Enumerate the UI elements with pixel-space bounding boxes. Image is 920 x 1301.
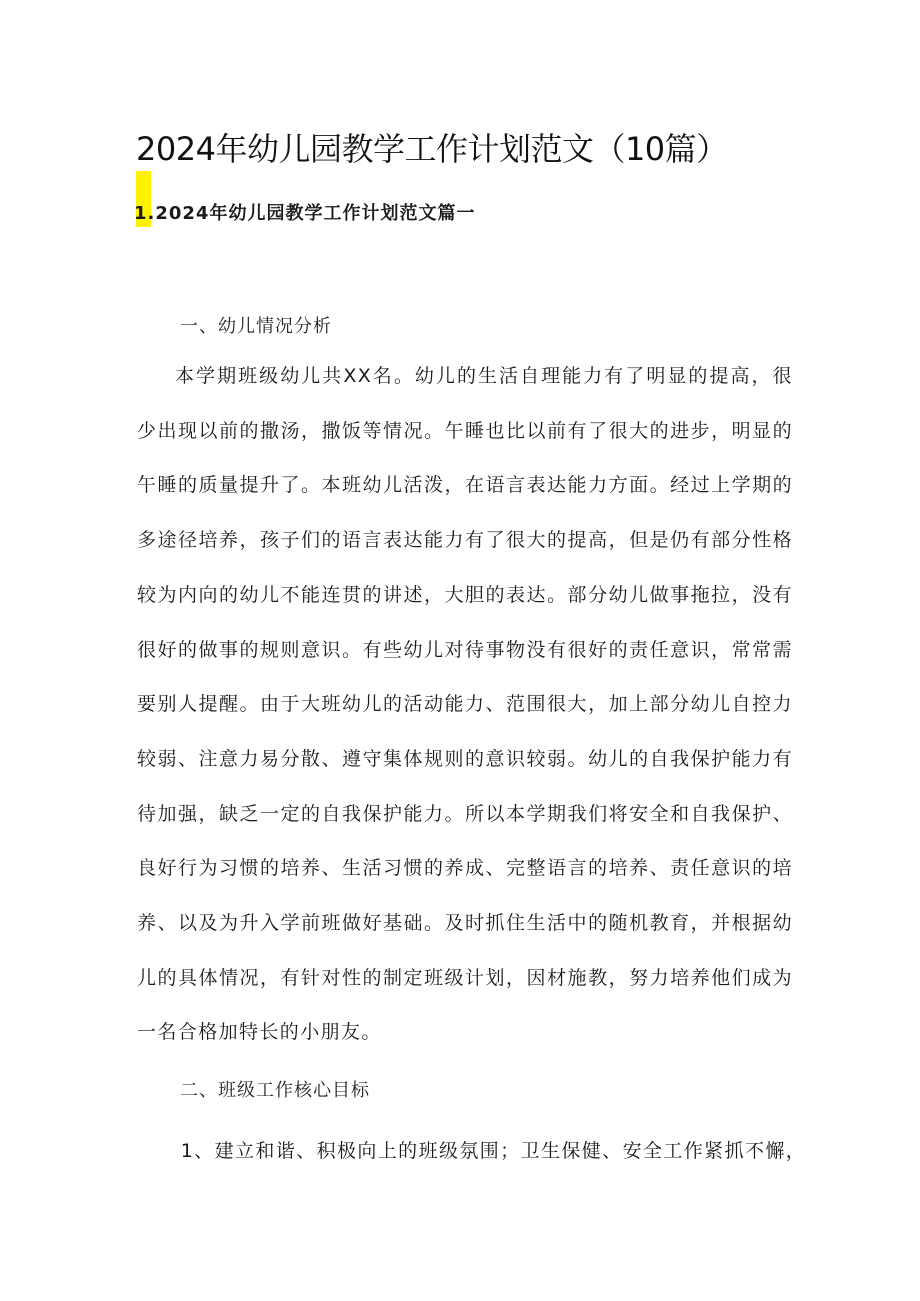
- section-heading: 1.2024年幼儿园教学工作计划范文篇一: [134, 203, 476, 224]
- subheading-class-goals: 二、班级工作核心目标: [180, 1080, 370, 1101]
- paragraph-child-analysis: 本学期班级幼儿共XX名。幼儿的生活自理能力有了明显的提高，很少出现以前的撒汤，撒饭等情况。午睡也比以前有了很大的进步，明显的午睡的质量提升了。本班幼儿活泼，在语言表达能力方面。经过上学期的多途径培养，孩子们的语言表达能力有了很大的提高，但是仍有部分性格较为内向的幼儿不能连贯的讲述，大胆的表达。部分幼儿做事拖拉，没有很好的做事的规则意识。有些幼儿对待事物没有很好的责任意识，常常需要别人提醒。由于大班幼儿的活动能力、范围很大，加上部分幼儿自控力较弱、注意力易分散、遵守集体规则的意识较弱。幼儿的自我保护能力有待加强，缺乏一定的自我保护能力。所以本学期我们将安全和自我保护、良好行为习惯的培养、生活习惯的养成、完整语言的培养、责任意识的培养、以及为升入学前班做好基础。及时抓住生活中的随机教育，并根据幼儿的具体情况，有针对性的制定班级计划，因材施教，努力培养他们成为一名合格加特长的小朋友。: [137, 365, 793, 1044]
- paragraph-class-goals: 1、建立和谐、积极向上的班级氛围；卫生保健、安全工作紧抓不懈，: [180, 1140, 807, 1162]
- document-title: 2024年幼儿园教学工作计划范文（10篇）: [136, 130, 728, 168]
- subheading-child-analysis: 一、幼儿情况分析: [180, 316, 332, 337]
